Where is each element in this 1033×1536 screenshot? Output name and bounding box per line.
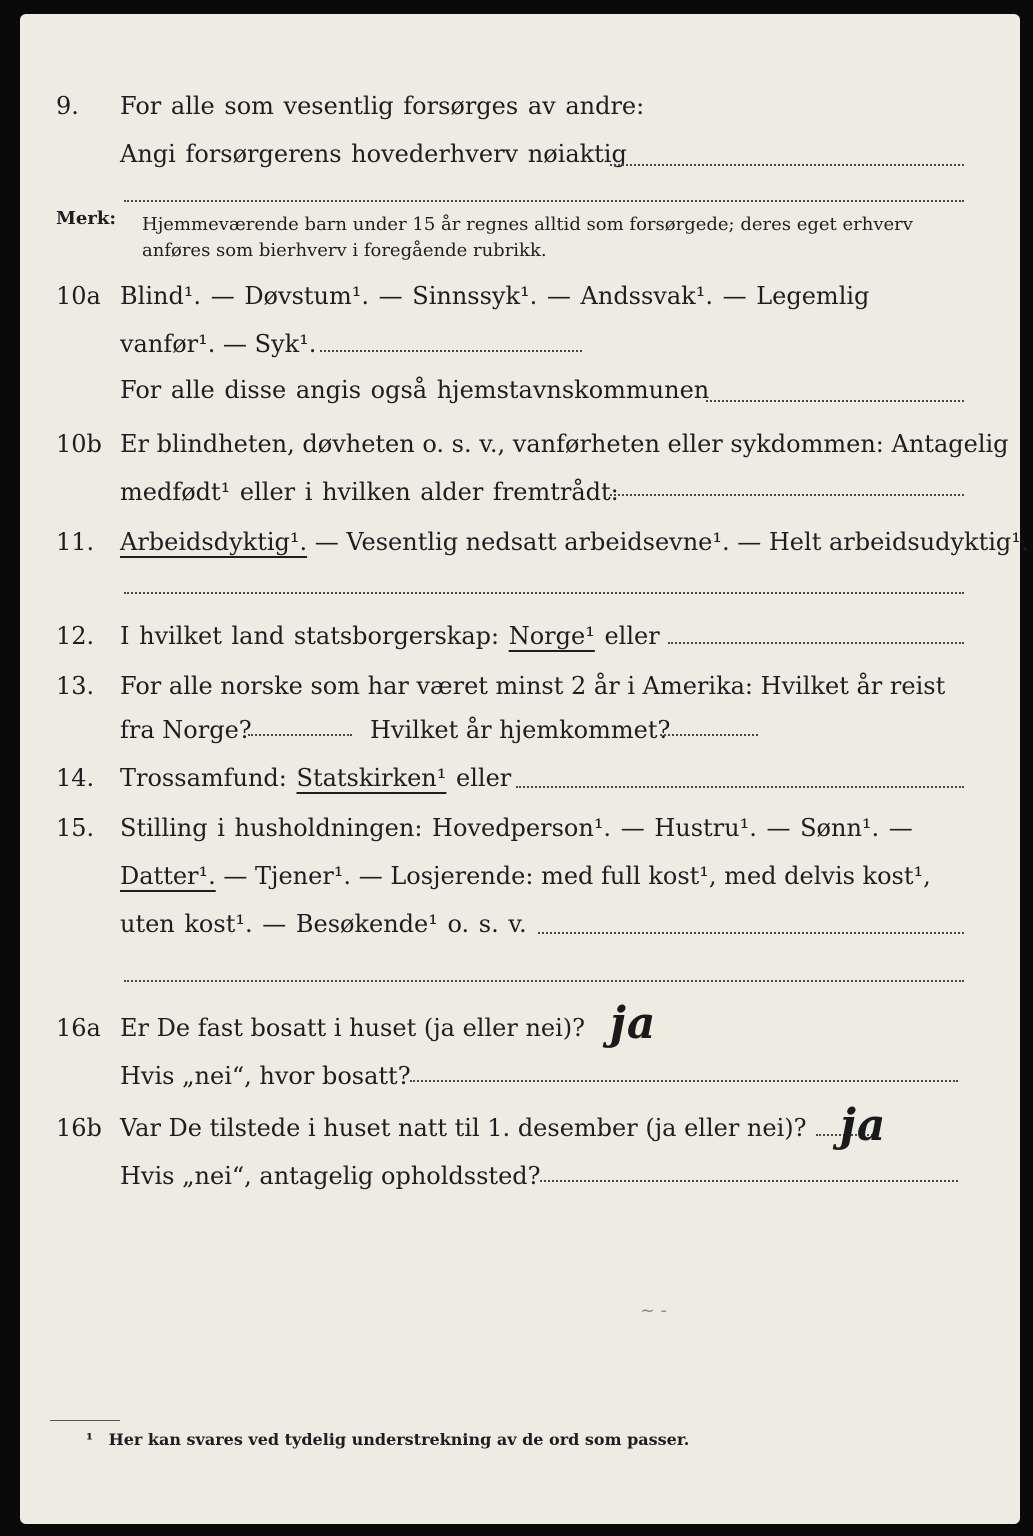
question-number: 15. xyxy=(56,814,95,842)
answer-line[interactable] xyxy=(320,350,582,352)
question-15-line-3 xyxy=(20,904,1020,944)
question-10a-line-2 xyxy=(20,324,1020,364)
answer-line[interactable] xyxy=(706,400,964,402)
underlined-answer: Statskirken¹ xyxy=(296,764,447,792)
answer-line[interactable] xyxy=(610,494,964,496)
question-number: 16a xyxy=(56,1014,101,1042)
answer-line[interactable] xyxy=(410,1080,958,1082)
question-text: eller xyxy=(594,622,660,650)
answer-line[interactable] xyxy=(124,980,964,982)
question-16a xyxy=(20,1008,1020,1048)
question-text: — Tjener¹. — Losjerende: med full kost¹, med delvis kost¹, xyxy=(215,862,931,890)
footnote-text: Her kan svares ved tydelig understrekning av de ord som passer. xyxy=(108,1430,690,1449)
question-number: 11. xyxy=(56,528,95,556)
question-text: Er De fast bosatt i huset (ja eller nei)? xyxy=(120,1014,586,1042)
question-9-line-2 xyxy=(20,134,1020,174)
note-text: anføres som bierhverv i foregående rubrikk. xyxy=(142,240,547,261)
question-12 xyxy=(20,616,1020,656)
question-16a-line-2 xyxy=(20,1056,1020,1096)
note-label: Merk: xyxy=(56,208,116,229)
answer-line[interactable] xyxy=(660,734,758,736)
question-text: Var De tilstede i huset natt til 1. desember (ja eller nei)? xyxy=(120,1114,807,1142)
question-10a-line-3 xyxy=(20,370,1020,410)
question-9 xyxy=(20,86,1020,126)
question-number: 13. xyxy=(56,672,95,700)
answer-line[interactable] xyxy=(540,1180,958,1182)
question-10b-line-2 xyxy=(20,472,1020,512)
question-number: 10b xyxy=(56,430,102,458)
ink-smudge: ~ - xyxy=(640,1300,667,1321)
question-11 xyxy=(20,522,1029,562)
question-text: Hvis „nei“, antagelig opholdssted? xyxy=(120,1162,541,1190)
question-15-line-2 xyxy=(20,856,1020,896)
answer-line[interactable] xyxy=(248,734,352,736)
question-10a xyxy=(20,276,1020,316)
question-number: 16b xyxy=(56,1114,102,1142)
question-text: For alle disse angis også hjemstavnskommunen xyxy=(120,376,710,404)
footnote-mark: ¹ xyxy=(86,1430,94,1449)
answer-line[interactable] xyxy=(538,932,964,934)
question-text: Trossamfund: xyxy=(120,764,297,792)
underlined-answer: Norge¹ xyxy=(508,622,595,650)
question-number: 9. xyxy=(56,92,79,120)
answer-line[interactable] xyxy=(610,164,964,166)
question-number: 14. xyxy=(56,764,95,792)
question-15 xyxy=(20,808,1020,848)
question-text: Hvilket år hjemkommet? xyxy=(370,716,671,744)
question-text: medfødt¹ eller i hvilken alder fremtrådt: xyxy=(120,478,619,506)
underlined-answer: Datter¹. xyxy=(120,862,216,890)
answer-line[interactable] xyxy=(124,592,964,594)
question-text: eller xyxy=(446,764,512,792)
question-text: For alle som vesentlig forsørges av andre: xyxy=(120,92,645,120)
question-13 xyxy=(20,666,1020,706)
answer-line[interactable] xyxy=(668,642,964,644)
question-text: Blind¹. — Døvstum¹. — Sinnssyk¹. — Andssvak¹. — Legemlig xyxy=(120,282,870,310)
question-14 xyxy=(20,758,1020,798)
question-text: — Vesentlig nedsatt arbeidsevne¹. — Helt arbeidsudyktig¹. xyxy=(307,528,1029,556)
question-text: Hvis „nei“, hvor bosatt? xyxy=(120,1062,411,1090)
question-10b xyxy=(20,424,1020,464)
question-text: Er blindheten, døvheten o. s. v., vanførheten eller sykdommen: Antagelig xyxy=(120,430,1009,458)
answer-line[interactable] xyxy=(516,786,964,788)
note-text: Hjemmeværende barn under 15 år regnes alltid som forsørgede; deres eget erhverv xyxy=(142,214,913,235)
census-form-page xyxy=(20,14,1029,1524)
question-text: For alle norske som har været minst 2 år i Amerika: Hvilket år reist xyxy=(120,672,946,700)
question-16b-line-2 xyxy=(20,1156,1020,1196)
question-number: 12. xyxy=(56,622,95,650)
question-text: Angi forsørgerens hovederhverv nøiaktig xyxy=(120,140,627,168)
question-text: fra Norge? xyxy=(120,716,252,744)
question-text: vanfør¹. — Syk¹. xyxy=(120,330,317,358)
handwritten-answer: ja xyxy=(610,998,657,1049)
footnote xyxy=(86,1430,689,1449)
footnote-rule xyxy=(50,1420,120,1421)
answer-line[interactable] xyxy=(124,200,964,202)
question-13-line-2 xyxy=(20,710,1020,750)
underlined-answer: Arbeidsdyktig¹. xyxy=(120,528,308,556)
question-text: Stilling i husholdningen: Hovedperson¹. — Hustru¹. — Sønn¹. — xyxy=(120,814,913,842)
question-text: I hvilket land statsborgerskap: xyxy=(120,622,509,650)
handwritten-answer: ja xyxy=(840,1100,887,1151)
question-text: uten kost¹. — Besøkende¹ o. s. v. xyxy=(120,910,527,938)
question-number: 10a xyxy=(56,282,101,310)
